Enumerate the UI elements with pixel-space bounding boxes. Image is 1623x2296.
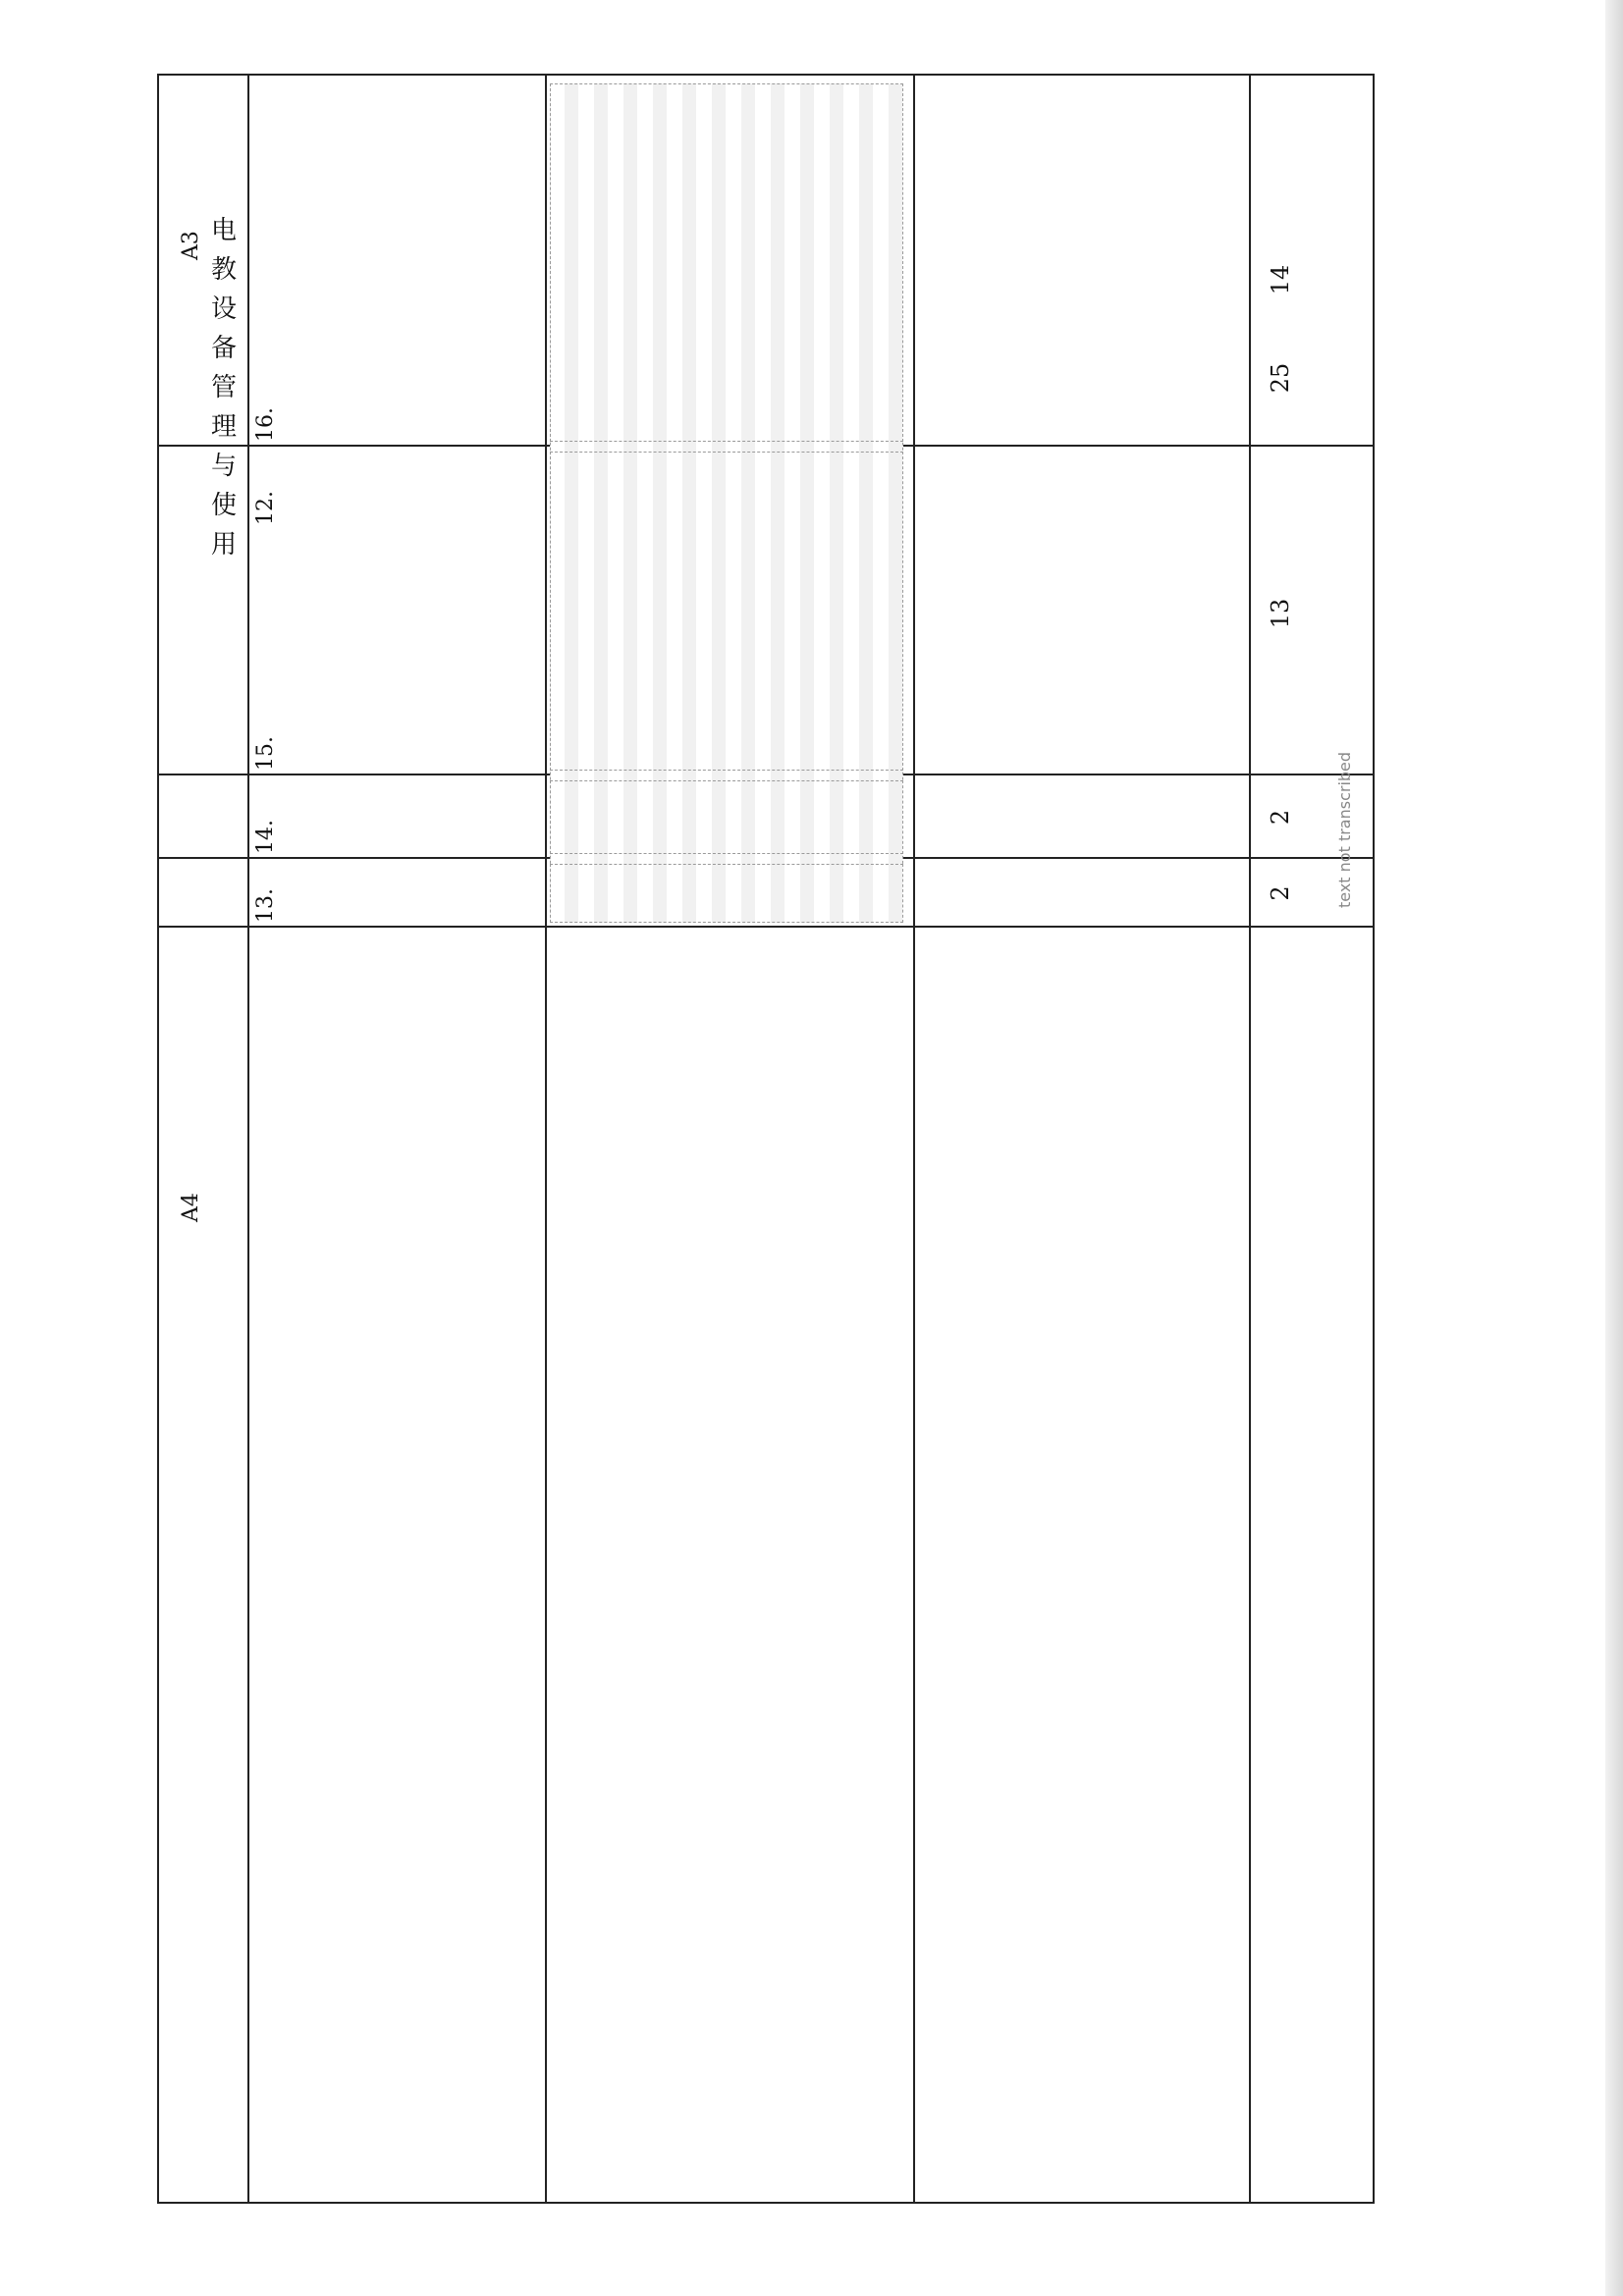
item-15-rubric-placeholder	[550, 452, 903, 771]
item-15-score: 13	[1267, 598, 1294, 629]
section-a3-code: A3	[179, 231, 203, 260]
item-14-rubric-placeholder	[550, 780, 903, 854]
section-a3-char: 教	[210, 255, 237, 285]
col-divider-score	[1249, 74, 1251, 2204]
item-16-rubric-placeholder	[550, 83, 903, 442]
item-12-number: 12.	[253, 491, 278, 525]
item-16-number: 16.	[253, 407, 278, 442]
row-divider-12-13	[157, 926, 1375, 928]
section-a4-code: A4	[179, 1193, 203, 1222]
item-12-score: 25	[1267, 362, 1294, 394]
scan-page-edge	[1605, 0, 1623, 2296]
item-14-score: 2	[1267, 809, 1294, 826]
section-a3-char: 设	[210, 294, 237, 324]
section-a3-char: 与	[210, 452, 237, 481]
rotated-table	[157, 74, 1375, 2204]
section-a3-char: 用	[210, 530, 237, 560]
col-divider-standard	[545, 74, 547, 2204]
section-a3-char: 备	[210, 334, 237, 363]
item-14-number: 14.	[253, 820, 278, 854]
section-a3-char: 使	[210, 491, 237, 520]
item-16-score: 14	[1267, 264, 1294, 295]
col-divider-section	[247, 74, 249, 2204]
item-13-score: 2	[1267, 885, 1294, 901]
item-13-number: 13.	[253, 888, 278, 923]
omission-note: text not transcribed	[1335, 751, 1354, 908]
item-15-number: 15.	[253, 736, 278, 771]
section-a3-char: 电	[210, 216, 237, 245]
section-a3-label	[204, 211, 243, 564]
col-divider-method	[913, 74, 915, 2204]
section-a3-char: 管	[210, 373, 237, 402]
section-a3-char: 理	[210, 412, 237, 442]
item-13-rubric-placeholder	[550, 864, 903, 923]
